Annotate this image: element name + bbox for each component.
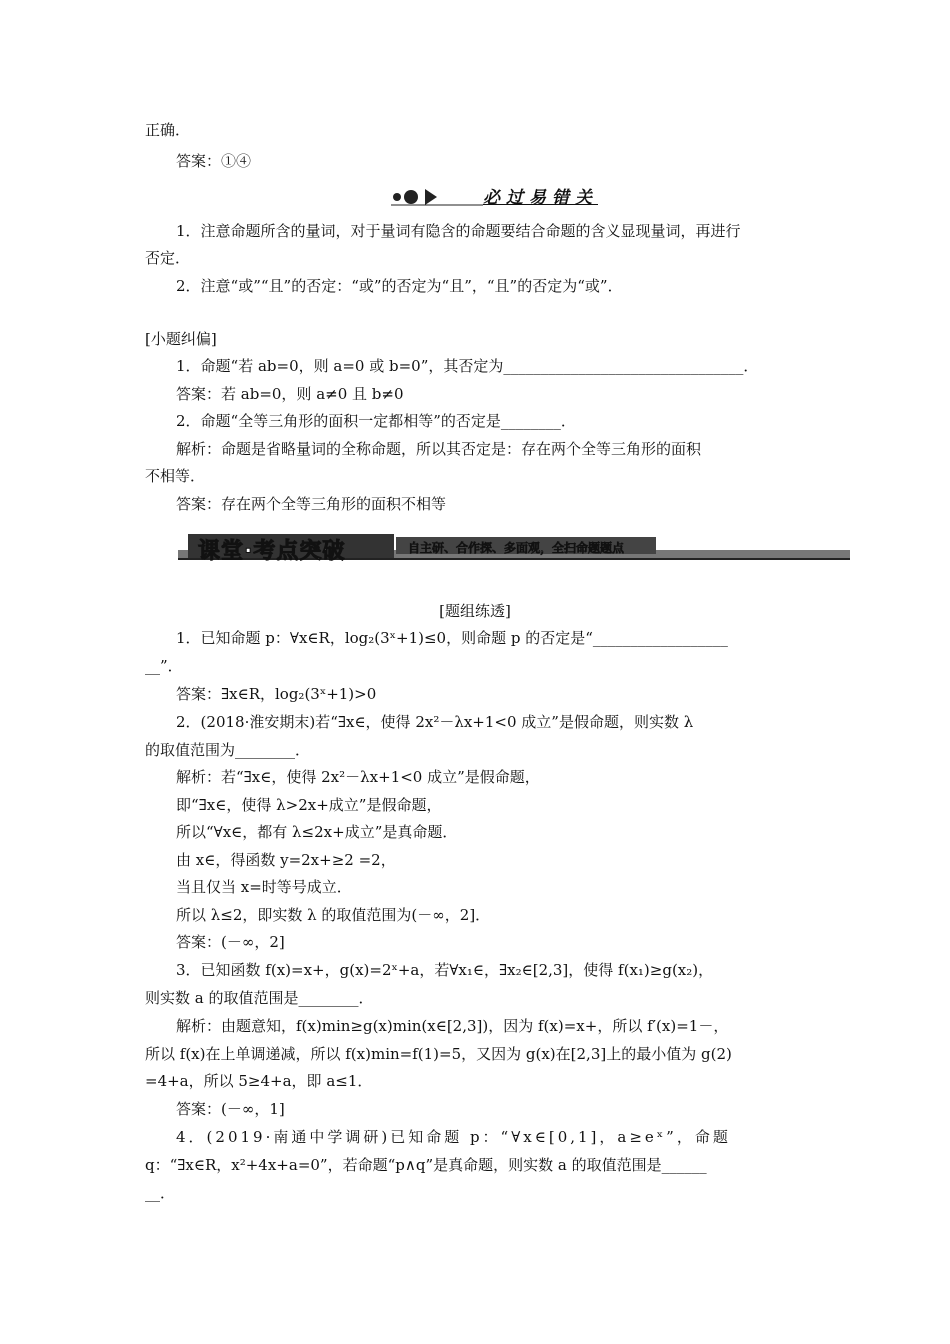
question-line: 的取值范围为________． bbox=[145, 741, 311, 759]
banner-title: 必过易错关 bbox=[483, 188, 598, 208]
text-line: 1．注意命题所含的量词，对于量词有隐含的命题要结合命题的含义显现量词，再进行 bbox=[176, 222, 741, 240]
question-line: 2．命题“全等三角形的面积一定都相等”的否定是________． bbox=[176, 412, 576, 430]
text-line: 2．注意“或”“且”的否定：“或”的否定为“且”，“且”的否定为“或”． bbox=[176, 277, 623, 295]
question-line: q：“∃x∈R，x²+4x+a=0”，若命题“p∧q”是真命题，则实数 a 的取值范围是______ bbox=[145, 1156, 707, 1174]
solution-line: 解析：命题是省略量词的全称命题，所以其否定是：存在两个全等三角形的面积 bbox=[176, 440, 702, 458]
answer-line: 答案：(－∞，2] bbox=[176, 933, 285, 951]
solution-line: =4+a，所以 5≥4+a，即 a≤1． bbox=[145, 1072, 373, 1090]
text-line: 正确． bbox=[145, 121, 191, 139]
subsection-heading: [小题纠偏] bbox=[145, 330, 217, 348]
solution-line: 当且仅当 x=时等号成立． bbox=[176, 878, 352, 896]
subsection-heading: [题组练透] bbox=[439, 602, 511, 620]
answer-line: 答案：∃x∈R，log₂(3ˣ+1)>0 bbox=[176, 685, 377, 703]
question-line: __． bbox=[145, 1184, 176, 1202]
solution-line: 由 x∈，得函数 y=2x+≥2 =2， bbox=[176, 851, 396, 869]
solution-line: 所以 λ≤2，即实数 λ 的取值范围为(－∞，2]． bbox=[176, 906, 491, 924]
question-line: 3．已知函数 f(x)=x+，g(x)=2ˣ+a，若∀x₁∈，∃x₂∈[2,3]，使得 f(x₁)≥g(x₂)， bbox=[176, 961, 714, 979]
section-banner bbox=[145, 180, 807, 210]
banner-dots-icon bbox=[391, 188, 483, 206]
answer-line: 答案：(－∞，1] bbox=[176, 1100, 285, 1118]
solution-line: 解析：由题意知，f(x)min≥g(x)min(x∈[2,3])，因为 f(x)=x+，所以 f′(x)=1－， bbox=[176, 1017, 729, 1035]
answer-line: 答案：存在两个全等三角形的面积不相等 bbox=[176, 495, 447, 513]
question-line: 4．(2019·南通中学调研)已知命题 p：“∀x∈[0,1]，a≥eˣ”，命题 bbox=[176, 1128, 731, 1146]
section-subtitle: 自主研、合作探、多面观，全扫命题题点 bbox=[408, 541, 625, 555]
text-line: 否定． bbox=[145, 249, 191, 267]
question-line: 1．已知命题 p：∀x∈R，log₂(3ˣ+1)≤0，则命题 p 的否定是“__________________ bbox=[176, 629, 728, 647]
question-line: 则实数 a 的取值范围是________． bbox=[145, 989, 374, 1007]
answer-line: 答案：若 ab=0，则 a≠0 且 b≠0 bbox=[176, 385, 404, 403]
solution-line: 解析：若“∃x∈，使得 2x²－λx+1<0 成立”是假命题， bbox=[176, 768, 540, 786]
solution-line: 不相等． bbox=[145, 467, 206, 485]
section-header-bar bbox=[178, 532, 850, 562]
question-line: __”． bbox=[145, 657, 183, 675]
solution-line: 即“∃x∈，使得 λ>2x+成立”是假命题， bbox=[176, 796, 442, 814]
question-line: 2．(2018·淮安期末)若“∃x∈，使得 2x²－λx+1<0 成立”是假命题，则实数 λ bbox=[176, 713, 694, 731]
question-line: 1．命题“若 ab=0，则 a=0 或 b=0”，其否定为________________________________． bbox=[176, 357, 759, 375]
answer-line: 答案：①④ bbox=[176, 152, 252, 170]
solution-line: 所以“∀x∈，都有 λ≤2x+成立”是真命题． bbox=[176, 823, 458, 841]
section-title: 课堂·考点突破 bbox=[198, 539, 346, 564]
solution-line: 所以 f(x)在上单调递减，所以 f(x)min=f(1)=5，又因为 g(x)在[2,3]上的最小值为 g(2) bbox=[145, 1045, 732, 1063]
